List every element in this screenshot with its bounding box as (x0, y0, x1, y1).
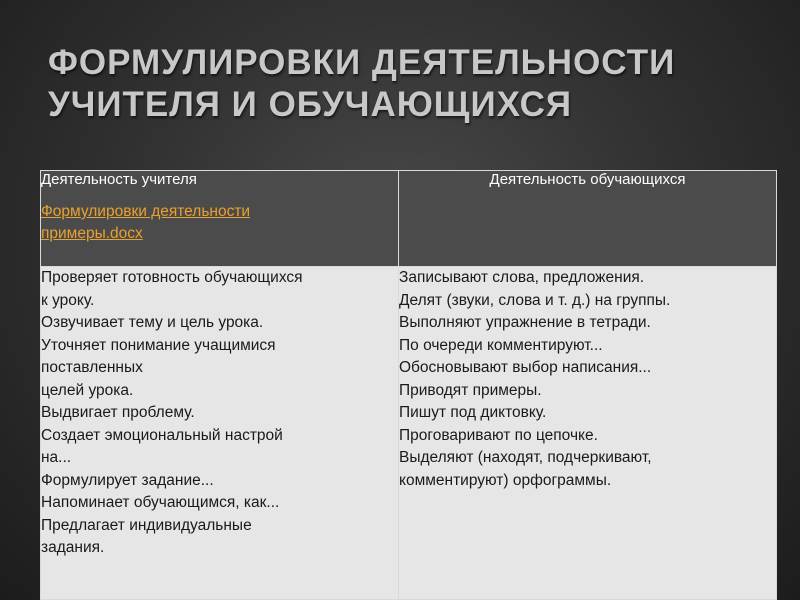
teacher-header-label: Деятельность учителя (41, 171, 197, 188)
teacher-activity-line: целей урока. (41, 381, 134, 399)
teacher-activity-line: Создает эмоциональный настрой (41, 426, 283, 444)
students-header-cell (399, 171, 777, 267)
teacher-activity-line: на... (41, 449, 72, 466)
examples-link-line-1[interactable]: Формулировки деятельности (41, 203, 251, 220)
slide-title-line-2: УЧИТЕЛЯ И ОБУЧАЮЩИХСЯ (48, 85, 573, 124)
student-activity-line: комментируют) орфограммы. (399, 471, 612, 489)
student-activity-line: Делят (звуки, слова и т. д.) на группы. (399, 291, 671, 309)
activities-table (40, 170, 777, 600)
student-activities-cell (399, 267, 777, 600)
table-body-row (41, 267, 777, 600)
table-header-row (41, 171, 777, 267)
student-activity-line: Выделяют (находят, подчеркивают, (399, 449, 652, 466)
slide-title-line-1: ФОРМУЛИРОВКИ ДЕЯТЕЛЬНОСТИ (48, 43, 676, 82)
student-activity-line: Обосновывают выбор написания... (399, 359, 652, 376)
teacher-activity-line: Озвучивает тему и цель урока. (41, 314, 264, 331)
student-activity-line: Записывают слова, предложения. (399, 269, 645, 286)
teacher-activity-line: Проверяет готовность обучающихся (41, 269, 303, 286)
teacher-activity-line: задания. (41, 539, 105, 556)
teacher-activity-line: к уроку. (41, 291, 95, 309)
slide-title (48, 42, 768, 126)
student-activity-line: Проговаривают по цепочке. (399, 426, 598, 444)
student-activity-line: Приводят примеры. (399, 381, 542, 399)
teacher-activity-line: Предлагает индивидуальные (41, 516, 252, 534)
student-activity-line: По очереди комментируют... (399, 336, 603, 354)
teacher-activities-cell (41, 267, 399, 600)
students-header-label: Деятельность обучающихся (489, 171, 686, 188)
student-activity-line: Пишут под диктовку. (399, 404, 547, 421)
teacher-activity-line: Напоминает обучающимся, как... (41, 494, 280, 511)
teacher-activity-line: Выдвигает проблему. (41, 404, 195, 421)
examples-link-line-2[interactable]: примеры.docx (41, 225, 143, 242)
student-activity-line: Выполняют упражнение в тетради. (399, 314, 651, 331)
teacher-activity-line: поставленных (41, 359, 143, 376)
teacher-activity-line: Уточняет понимание учащимися (41, 336, 276, 354)
teacher-header-cell (41, 171, 399, 267)
teacher-activity-line: Формулирует задание... (41, 471, 214, 489)
examples-docx-link[interactable] (41, 201, 341, 245)
